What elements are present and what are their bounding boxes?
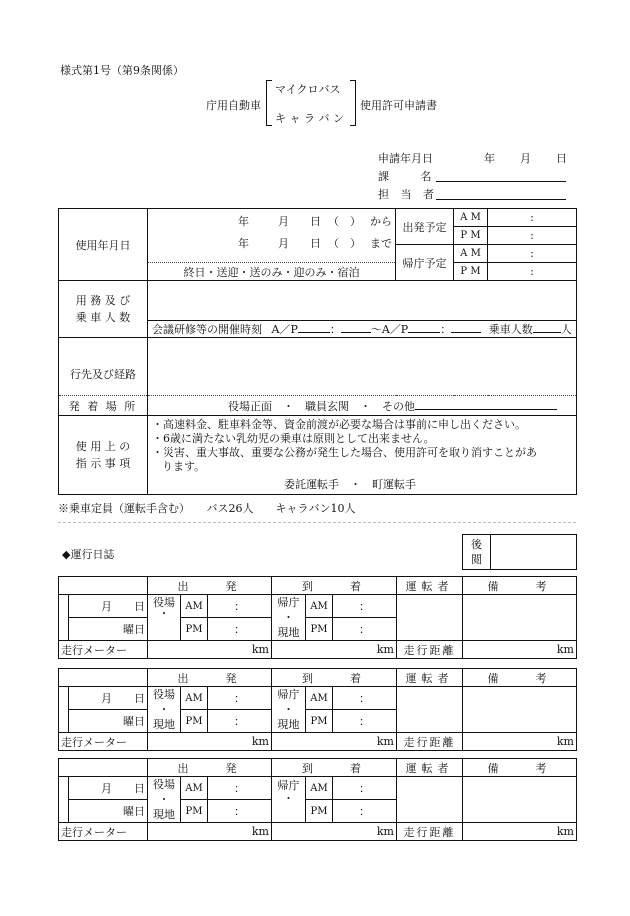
pickup-label: 発 着 場 所 xyxy=(59,396,148,416)
log3-weekday[interactable]: 曜日 xyxy=(69,800,148,823)
driver-options[interactable]: 委託運転手 ・ 町運転手 xyxy=(284,478,416,491)
instructions-label-line1: 使 用 上 の xyxy=(75,440,131,453)
application-day-unit: 日 xyxy=(556,152,567,165)
return-pm-time[interactable]: : xyxy=(488,263,577,281)
log1-distance-label: 走行距離 xyxy=(397,641,463,659)
log2-dep-dot: ・ xyxy=(158,703,170,716)
log2-meter-end[interactable]: km xyxy=(272,733,397,751)
usage-date-range[interactable] xyxy=(148,209,396,263)
depart-pm: P M xyxy=(454,227,488,245)
application-date-label: 申請年月日 xyxy=(378,152,433,165)
log1-driver-field[interactable] xyxy=(397,595,463,641)
log1-weekday[interactable]: 曜日 xyxy=(69,618,148,641)
separator xyxy=(58,522,576,523)
purpose-label xyxy=(59,281,148,338)
destination-field[interactable] xyxy=(148,338,577,396)
log3-meter-start[interactable]: km xyxy=(148,823,272,841)
log2-dep-office: 役場 xyxy=(153,688,175,701)
log2-driver: 運転者 xyxy=(397,669,463,687)
meeting-end-ap: ～A／P xyxy=(370,323,409,336)
meeting-start-minute[interactable] xyxy=(341,332,371,333)
passenger-count[interactable] xyxy=(533,332,561,333)
usage-options[interactable]: 終日・送迎・送のみ・迎のみ・宿泊 xyxy=(148,263,396,281)
section-field[interactable] xyxy=(436,168,566,182)
log1-remarks: 備 考 xyxy=(463,577,577,595)
log1-meter-label: 走行メーター xyxy=(59,641,148,659)
log3-arrival: 到 着 xyxy=(272,759,397,777)
log1-remarks-field[interactable] xyxy=(463,595,577,641)
log3-driver-field[interactable] xyxy=(397,777,463,823)
log2-dep-pm: PM xyxy=(181,710,208,733)
purpose-field[interactable] xyxy=(148,281,577,321)
log2-arr-dot: ・ xyxy=(283,703,294,716)
log1-meter-start[interactable]: km xyxy=(148,641,272,659)
purpose-label-line2: 乗 車 人 数 xyxy=(75,311,131,324)
log2-arr-am: AM xyxy=(306,687,333,710)
depart-am-time[interactable]: : xyxy=(488,209,577,227)
log3-arr-dot: ・ xyxy=(283,792,294,805)
note-4: ります。 xyxy=(162,460,206,473)
from-weekday: （ ） xyxy=(328,215,361,228)
usage-date-label: 使用年月日 xyxy=(59,209,148,281)
section-label: 課 名 xyxy=(378,170,446,183)
log1-dep-place[interactable] xyxy=(148,595,181,641)
log3-arr-return: 帰庁 xyxy=(277,779,300,792)
from-day: 日 xyxy=(310,215,321,228)
log2-arr-site: 現地 xyxy=(277,718,300,731)
log1-dep-office: 役場 xyxy=(153,596,175,609)
log3-meter-label: 走行メーター xyxy=(59,823,148,841)
approval-label: 後閲 xyxy=(463,535,491,570)
purpose-label-line1: 用 務 及 び xyxy=(75,294,131,307)
person-label: 担 当 者 xyxy=(378,188,438,201)
log2-dep-am-time[interactable]: ： xyxy=(208,687,272,710)
log3-remarks: 備 考 xyxy=(463,759,577,777)
log2-remarks-field[interactable] xyxy=(463,687,577,733)
log2-meter-start[interactable]: km xyxy=(148,733,272,751)
log3-dep-dot: ・ xyxy=(158,793,170,806)
log2-weekday[interactable]: 曜日 xyxy=(69,710,148,733)
log-table-3 xyxy=(58,758,577,841)
meeting-end-minute[interactable] xyxy=(451,332,481,333)
log3-driver: 運転者 xyxy=(397,759,463,777)
title-suffix: 使用許可申請書 xyxy=(360,99,437,112)
from-year: 年 xyxy=(238,215,249,228)
log3-dep-am-time[interactable]: ： xyxy=(208,777,272,800)
depart-am: A M xyxy=(454,209,488,227)
to-day: 日 xyxy=(310,237,321,250)
meeting-start-colon: ： xyxy=(329,323,341,336)
log3-arr-am: AM xyxy=(306,777,333,800)
log3-dep-site: 現地 xyxy=(153,808,175,821)
log1-arr-am-time[interactable]: ： xyxy=(333,595,397,618)
log1-departure: 出 発 xyxy=(148,577,272,595)
instructions-notes xyxy=(148,416,577,495)
destination-label: 行先及び経路 xyxy=(59,338,148,396)
log3-dep-office: 役場 xyxy=(153,778,175,791)
log3-dep-am: AM xyxy=(181,777,208,800)
log-table-1 xyxy=(58,576,577,659)
application-table xyxy=(58,208,577,495)
note-2: ・6歳に満たない乳幼児の乗車は原則として出来ません。 xyxy=(152,432,435,445)
instructions-label-line2: 指 示 事 項 xyxy=(75,457,131,470)
log2-arr-pm-time[interactable]: ： xyxy=(333,710,397,733)
depart-label: 出発予定 xyxy=(396,209,454,245)
log2-meter-label: 走行メーター xyxy=(59,733,148,751)
depart-pm-time[interactable]: : xyxy=(488,227,577,245)
log1-distance[interactable]: km xyxy=(463,641,577,659)
log2-arr-return: 帰庁 xyxy=(277,688,300,701)
capacity-note: ※乗車定員（運転手含む） バス26人 キャラバン10人 xyxy=(58,502,356,515)
pickup-other-field[interactable] xyxy=(415,409,557,410)
title-option-caravan: キ ャ ラ バ ン xyxy=(275,112,344,125)
log3-departure: 出 発 xyxy=(148,759,272,777)
log1-arrival: 到 着 xyxy=(272,577,397,595)
log2-arr-am-time[interactable]: ： xyxy=(333,687,397,710)
log3-dep-place[interactable] xyxy=(148,777,181,823)
log2-arr-pm: PM xyxy=(306,710,333,733)
log2-dep-site: 現地 xyxy=(153,718,175,731)
title-option-microbus: マイクロバス xyxy=(275,83,341,96)
note-1: ・高速料金、駐車料金等、資金前渡が必要な場合は事前に申し出ください。 xyxy=(152,418,526,431)
log2-remarks: 備 考 xyxy=(463,669,577,687)
from-label: から xyxy=(370,215,392,228)
log3-arr-pm-time[interactable]: ： xyxy=(333,800,397,823)
log1-arr-dot: ・ xyxy=(283,611,294,624)
meeting-time-row[interactable] xyxy=(148,321,577,338)
log1-arr-place[interactable] xyxy=(272,595,306,641)
form-number: 様式第1号（第9条関係） xyxy=(60,64,184,77)
instructions-label xyxy=(59,416,148,495)
approval-stamp[interactable] xyxy=(491,535,577,570)
log3-distance-label: 走行距離 xyxy=(397,823,463,841)
pickup-options: 役場正面 ・ 職員玄関 ・ その他 xyxy=(228,399,415,413)
person-field[interactable] xyxy=(436,186,566,200)
return-label: 帰庁予定 xyxy=(396,245,454,281)
log3-meter-end[interactable]: km xyxy=(272,823,397,841)
log3-dep-pm-time[interactable]: ： xyxy=(208,800,272,823)
log2-arrival: 到 着 xyxy=(272,669,397,687)
log1-dep-dot: ・ xyxy=(158,607,170,620)
application-month-unit: 月 xyxy=(520,152,531,165)
application-year-unit: 年 xyxy=(484,152,495,165)
log-heading: ◆運行日誌 xyxy=(62,548,115,561)
passenger-label: 乗車人数 xyxy=(488,323,533,336)
log3-distance[interactable]: km xyxy=(463,823,577,841)
approval-box xyxy=(462,534,577,570)
log3-dep-pm: PM xyxy=(181,800,208,823)
log1-arr-site: 現地 xyxy=(277,626,300,639)
log1-arr-am: AM xyxy=(306,595,333,618)
log1-dep-pm-time[interactable]: ： xyxy=(208,618,272,641)
log1-arr-pm: PM xyxy=(306,618,333,641)
passenger-unit: 人 xyxy=(560,323,572,336)
note-3: ・災害、重大事故、重要な公務が発生した場合、使用許可を取り消すことがあ xyxy=(152,446,537,459)
log1-arr-pm-time[interactable]: ： xyxy=(333,618,397,641)
log3-arr-pm: PM xyxy=(306,800,333,823)
log1-meter-end[interactable]: km xyxy=(272,641,397,659)
log3-arr-place[interactable] xyxy=(272,777,306,823)
meeting-time-label: 会議研修等の開催時刻 xyxy=(152,323,262,336)
meeting-end-hour[interactable] xyxy=(408,332,440,333)
title-bracket-left xyxy=(266,80,272,126)
log1-dep-pm: PM xyxy=(181,618,208,641)
title-prefix: 庁用自動車 xyxy=(206,99,261,112)
log3-arr-am-time[interactable]: ： xyxy=(333,777,397,800)
log1-arr-return: 帰庁 xyxy=(277,596,300,609)
to-weekday: （ ） xyxy=(328,237,361,250)
log2-dep-place[interactable] xyxy=(148,687,181,733)
log-table-2 xyxy=(58,668,577,751)
log3-date[interactable]: 月 日 xyxy=(69,777,148,800)
return-pm: P M xyxy=(454,263,488,281)
log2-arr-place[interactable] xyxy=(272,687,306,733)
meeting-end-colon: ： xyxy=(440,323,452,336)
log2-departure: 出 発 xyxy=(148,669,272,687)
log2-driver-field[interactable] xyxy=(397,687,463,733)
log2-distance-label: 走行距離 xyxy=(397,733,463,751)
return-am: A M xyxy=(454,245,488,263)
log1-dep-am-time[interactable]: ： xyxy=(208,595,272,618)
log2-dep-pm-time[interactable]: ： xyxy=(208,710,272,733)
to-month: 月 xyxy=(278,237,289,250)
meeting-start-ap: A／P xyxy=(271,323,298,336)
log2-dep-am: AM xyxy=(181,687,208,710)
from-month: 月 xyxy=(278,215,289,228)
log3-remarks-field[interactable] xyxy=(463,777,577,823)
log1-date[interactable]: 月 日 xyxy=(69,595,148,618)
log2-date[interactable]: 月 日 xyxy=(69,687,148,710)
meeting-start-hour[interactable] xyxy=(298,332,330,333)
log1-driver: 運転者 xyxy=(397,577,463,595)
return-am-time[interactable]: : xyxy=(488,245,577,263)
log2-distance[interactable]: km xyxy=(463,733,577,751)
pickup-row[interactable] xyxy=(148,396,577,416)
to-label: まで xyxy=(370,237,392,250)
title-bracket-right xyxy=(350,80,356,126)
log1-dep-am: AM xyxy=(181,595,208,618)
to-year: 年 xyxy=(238,237,249,250)
